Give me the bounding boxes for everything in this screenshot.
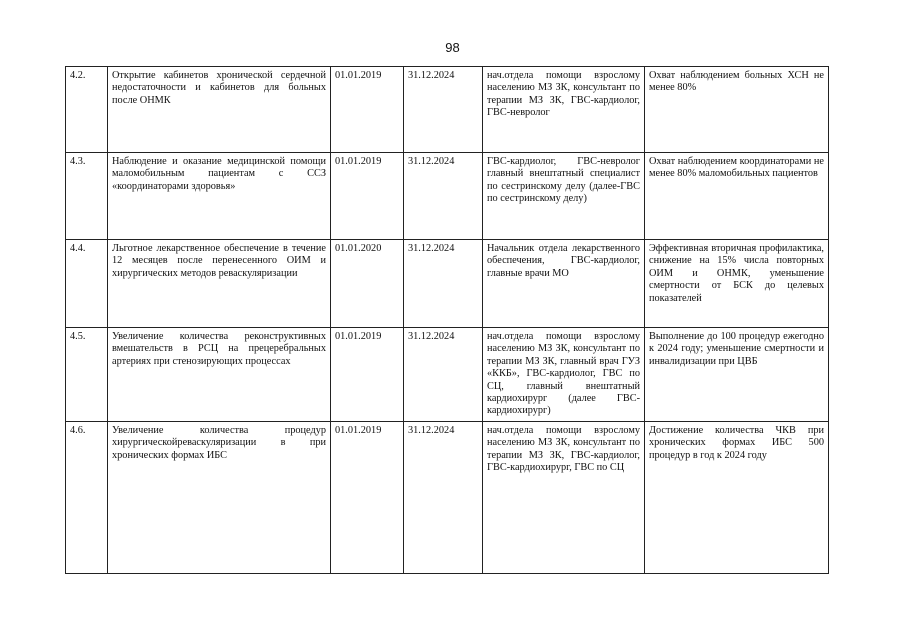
expected-result: Охват наблюдением больных ХСН не менее 80% — [645, 67, 829, 153]
expected-result: Охват наблюдением координаторами не менее 80% маломобильных пациентов — [645, 153, 829, 240]
expected-result: Эффективная вторичная профилактика, снижение на 15% числа повторных ОИМ и ОНМК, уменьшение смертности от БСК до целевых показателей — [645, 240, 829, 328]
start-date: 01.01.2019 — [331, 421, 404, 573]
end-date: 31.12.2024 — [404, 153, 483, 240]
expected-result: Достижение количества ЧКВ при хронических формах ИБС 500 процедур в год к 2024 году — [645, 421, 829, 573]
responsible-persons: нач.отдела помощи взрослому населению МЗ ЗК, консультант по терапии МЗ ЗК, ГВС-кардиолог, ГВС-кардиохирург, ГВС по СЦ — [483, 421, 645, 573]
start-date: 01.01.2020 — [331, 240, 404, 328]
measure-title: Льготное лекарственное обеспечение в течение 12 месяцев после перенесенного ОИМ и хирургических методов реваскуляризации — [108, 240, 331, 328]
table-row — [66, 328, 829, 422]
item-number: 4.5. — [66, 328, 108, 422]
measure-title: Увеличение количества реконструктивных вмешательств в РСЦ на прецеребральных артериях при стенозирующих процессах — [108, 328, 331, 422]
start-date: 01.01.2019 — [331, 153, 404, 240]
item-number: 4.4. — [66, 240, 108, 328]
responsible-persons: Начальник отдела лекарственного обеспечения, ГВС-кардиолог, главные врачи МО — [483, 240, 645, 328]
measures-table — [65, 66, 829, 574]
end-date: 31.12.2024 — [404, 67, 483, 153]
table-row — [66, 421, 829, 573]
table-row — [66, 240, 829, 328]
page-number: 98 — [445, 40, 460, 55]
responsible-persons: нач.отдела помощи взрослому населению МЗ ЗК, консультант по терапии МЗ ЗК, ГВС-кардиолог, ГВС-невролог — [483, 67, 645, 153]
measure-title: Увеличение количества процедур хирургическойреваскуляризации в при хронических формах ИБС — [108, 421, 331, 573]
item-number: 4.2. — [66, 67, 108, 153]
end-date: 31.12.2024 — [404, 328, 483, 422]
start-date: 01.01.2019 — [331, 67, 404, 153]
responsible-persons: ГВС-кардиолог, ГВС-невролог главный внештатный специалист по сестринскому делу (далее-ГВС по сестринскому делу) — [483, 153, 645, 240]
table-row — [66, 67, 829, 153]
measure-title: Открытие кабинетов хронической сердечной недостаточности и кабинетов для больных после ОНМК — [108, 67, 331, 153]
item-number: 4.3. — [66, 153, 108, 240]
responsible-persons: нач.отдела помощи взрослому населению МЗ ЗК, консультант по терапии МЗ ЗК, главный врач ГУЗ «ККБ», ГВС-кардиолог, ГВС по СЦ, главный внештатный кардиохирург (далее ГВС-кардиохирург) — [483, 328, 645, 422]
table-row — [66, 153, 829, 240]
start-date: 01.01.2019 — [331, 328, 404, 422]
end-date: 31.12.2024 — [404, 421, 483, 573]
measure-title: Наблюдение и оказание медицинской помощи маломобильным пациентам с ССЗ «координаторами здоровья» — [108, 153, 331, 240]
item-number: 4.6. — [66, 421, 108, 573]
expected-result: Выполнение до 100 процедур ежегодно к 2024 году; уменьшение смертности и инвалидизации при ЦВБ — [645, 328, 829, 422]
end-date: 31.12.2024 — [404, 240, 483, 328]
